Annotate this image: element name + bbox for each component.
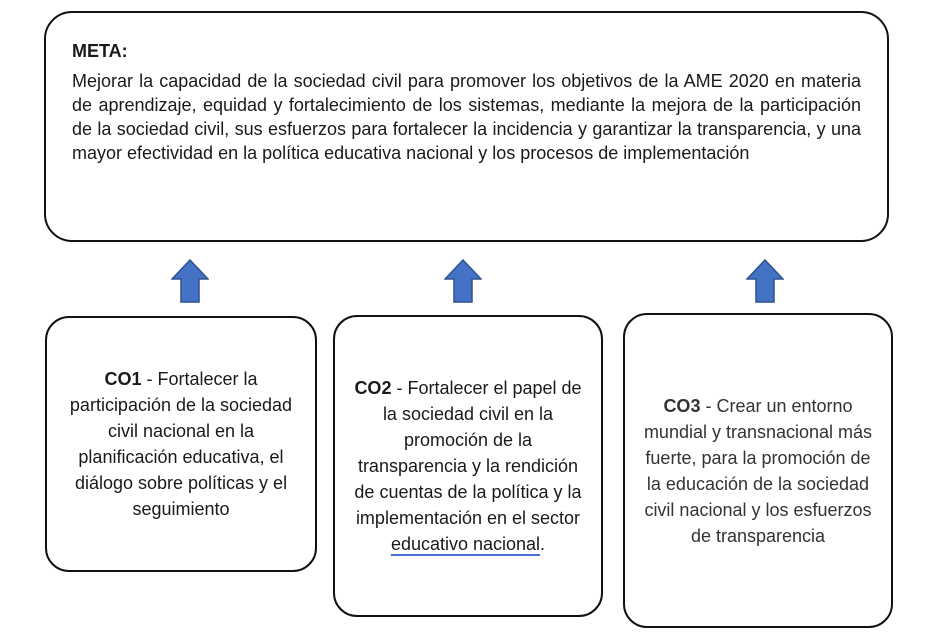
goal-box [44,11,889,242]
objective-text-co1 [65,366,297,522]
arrow-up-icon [444,259,482,303]
objective-text-co3 [643,393,873,549]
objective-separator: - [391,378,408,398]
arrow-up-icon [171,259,209,303]
objective-description-co2: Fortalecer el papel de la sociedad civil en la promoción de la transparencia y la rendición de cuentas de la política y la implementación en el sector [354,378,582,528]
objective-description-end: . [540,534,546,554]
arrow-up-icon [746,259,784,303]
objective-box-co1 [45,316,317,572]
goal-text: Mejorar la capacidad de la sociedad civil para promover los objetivos de la AME 2020 en materia de aprendizaje, equidad y fortalecimiento de los sistemas, mediante la mejora de la participación de la sociedad civil, sus esfuerzos para fortalecer la incidencia y garantizar la transparencia, y una mayor efectividad en la política educativa nacional y los procesos de implementación [72,71,861,163]
objective-separator: - [141,369,158,389]
objective-description-co1: Fortalecer la participación de la sociedad civil nacional en la planificación educativa, el diálogo sobre políticas y el seguimiento [69,369,293,519]
objective-code-co3: CO3 [663,395,701,416]
goal-title: META: [72,41,128,61]
objective-description-co3: Crear un entorno mundial y transnacional más fuerte, para la promoción de la educación de la sociedad civil nacional y los esfuerzos de transparencia [643,395,873,546]
objective-code-co1: CO1 [104,369,142,389]
objective-code-co2: CO2 [354,378,392,398]
objective-box-co2 [333,315,603,617]
objective-box-co3 [623,313,893,628]
objective-separator: - [700,395,717,416]
objective-text-co2 [353,375,583,557]
spellcheck-underlined-text: educativo nacional [390,534,541,554]
